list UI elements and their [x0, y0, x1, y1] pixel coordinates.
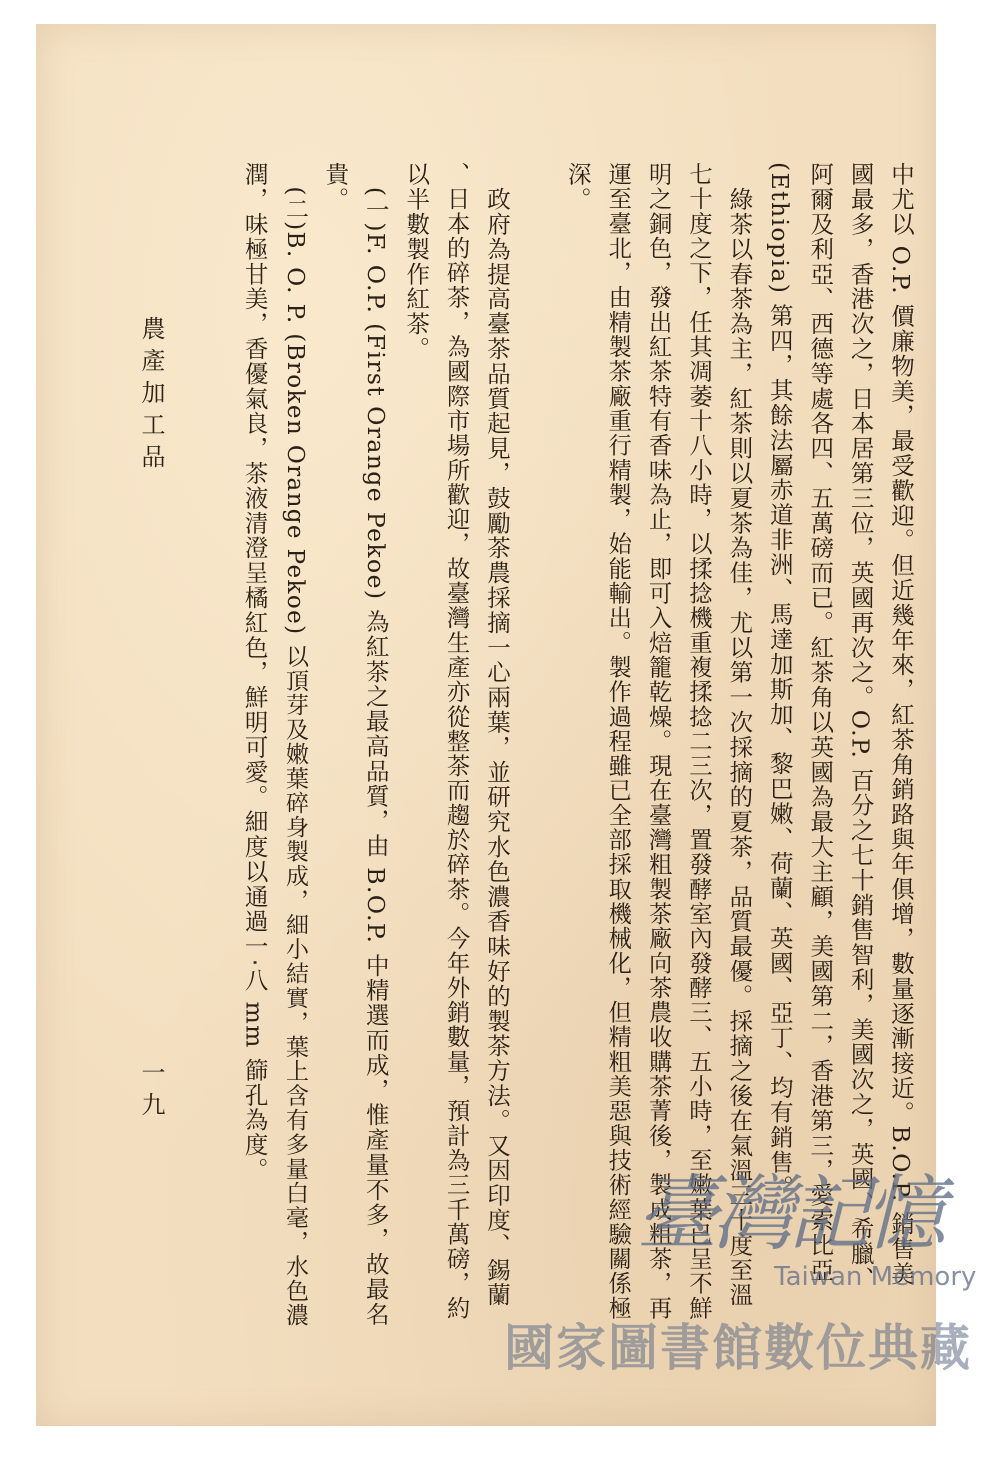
- text-column: (二)B. O. P. (Broken Orange Pekoe) 以頂芽及嫩葉碎身製成，細小結實，葉上含有多量白毫，水色濃: [282, 162, 308, 1328]
- text-column: (Ethiopia) 第四，其餘法屬赤道非洲、馬達加斯加、黎巴嫩、荷蘭、英國、亞丁、均有銷售。: [765, 162, 794, 1200]
- watermark-english: Taiwan Memory: [774, 1262, 977, 1292]
- text-column: 阿爾及利亞、西德等處各四、五萬磅而已。紅茶角以英國為最大主顧，美國第二，香港第三，愛索比亞: [806, 162, 835, 1283]
- text-column: 以半數製作紅茶。: [402, 162, 431, 362]
- running-footer-title: 農產加工品: [137, 316, 165, 476]
- page-number: 一九: [137, 1060, 165, 1124]
- text-column: 潤，味極甘美，香優氣良，茶液清澄呈橘紅色，鮮明可愛。細度以通過一‧八 mm 篩孔為度。: [240, 162, 269, 1183]
- text-column: (一)F. O.P. (First Orange Pekoe) 為紅茶之最高品質，由 B.O.P. 中精選而成，惟產量不多，故最名: [361, 162, 390, 1327]
- text-column: 國最多，香港次之，日本居第三位，英國再次之。O.P. 百分之七十銷售智利，美國次之，英國、希臘、: [846, 162, 875, 1292]
- text-column: 政府為提高臺茶品質起見，鼓勵茶農採摘一心兩葉，並研究水色濃香味好的製茶方法。又因印度、錫蘭: [483, 162, 511, 1308]
- watermark-logo: 臺灣記憶: [636, 1167, 940, 1262]
- text-column: 深。: [563, 162, 592, 212]
- text-column: 七十度之下，任其凋萎十八小時，以揉捻機重複揉捻二三次，置發酵室內發酵三、五小時，至嫩葉已呈不鮮: [685, 162, 712, 1321]
- text-column: 、日本的碎茶，為國際市場所歡迎，故臺灣生產亦從整茶而趨於碎茶。今年外銷數量，預計為三千萬磅，約: [442, 162, 470, 1321]
- document-page: [36, 24, 977, 1426]
- text-column: 綠茶以春茶為主，紅茶則以夏茶為佳，尤以第一次採摘的夏茶，品質最優。採摘之後在氣溫三十度至溫: [725, 162, 754, 1308]
- text-column: 明之銅色，發出紅茶特有香味為止，即可入焙籠乾燥。現在臺灣粗製茶廠向茶農收購茶菁後，製成粗茶，再: [644, 162, 672, 1321]
- watermark-chinese: 國家圖書館數位典藏: [504, 1319, 972, 1377]
- text-column: 運至臺北，由精製茶廠重行精製，始能輸出。製作過程雖已全部採取機械化，但精粗美惡與技術經驗關係極: [604, 162, 632, 1321]
- text-column: 貴。: [321, 162, 350, 212]
- text-column: 中尤以 O.P. 價廉物美，最受歡迎。但近幾年來，紅茶角銷路與年俱增，數量逐漸接近。B.O.P. 銷售美: [887, 162, 915, 1287]
